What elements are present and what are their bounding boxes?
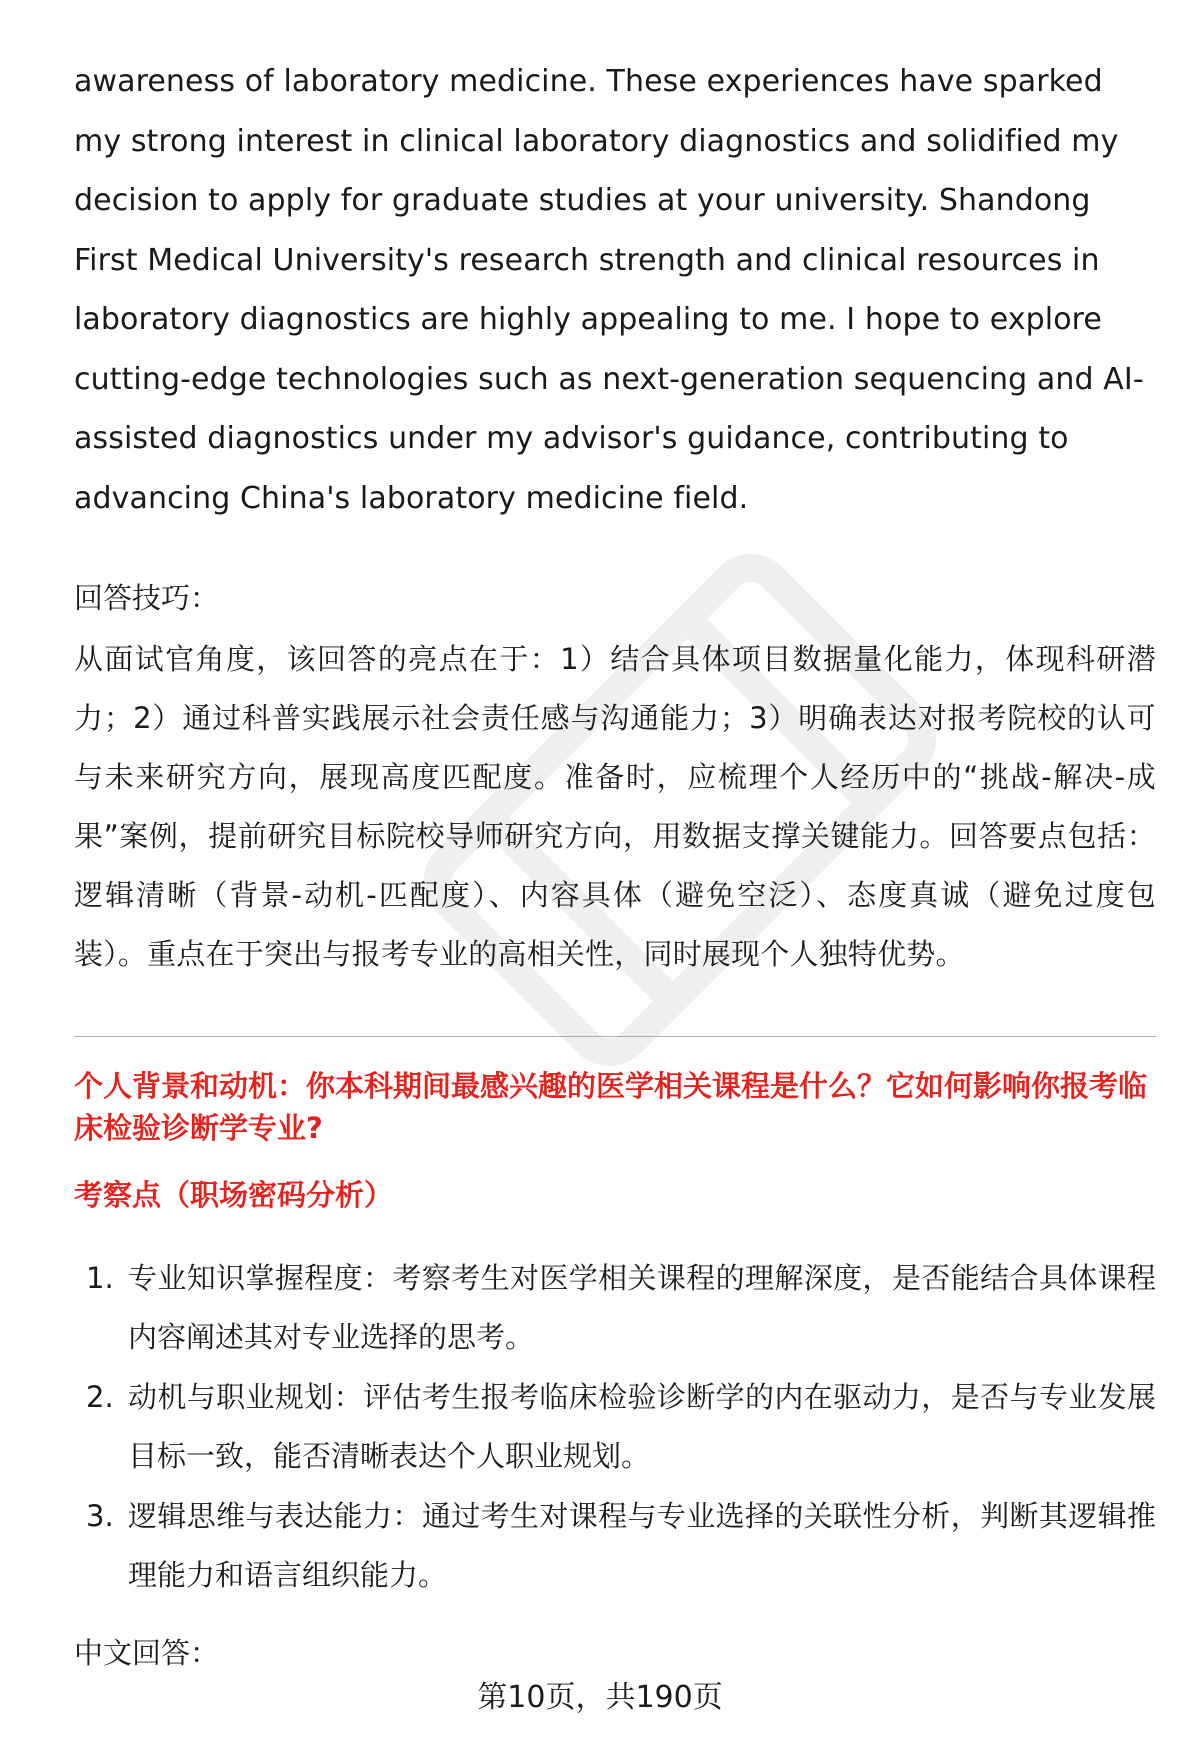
list-item-number: 2. [86,1380,114,1414]
list-item-number: 3. [86,1499,114,1533]
assessment-points-list [74,1249,1156,1605]
tips-label: 回答技巧： [74,581,220,615]
chinese-answer-label: 中文回答： [74,1636,220,1670]
assessment-heading: 考察点（职场密码分析） [74,1178,394,1212]
question-heading: 个人背景和动机：你本科期间最感兴趣的医学相关课程是什么？它如何影响你报考临床检验诊断学专业? [74,1069,1148,1145]
page-footer: 第10页，共190页 [477,1680,723,1715]
english-paragraph: awareness of laboratory medicine. These experiences have sparked my strong interest in clinical laboratory diagnostics and solidified my decision to apply for graduate studies at your university. Shandong First Medical University's research strength and clinical resources in laboratory diagnostics are highly appealing to me. I hope to explore cutting-edge technologies such as next-generation sequencing and AI-assisted diagnostics under my advisor's guidance, contributing to advancing China's laboratory medicine field. [74,64,1144,516]
section-divider [74,1036,1156,1037]
list-item [74,1249,1156,1367]
list-item-number: 1. [86,1261,114,1295]
list-item-text: 逻辑思维与表达能力：通过考生对课程与专业选择的关联性分析，判断其逻辑推理能力和语言组织能力。 [128,1499,1156,1592]
tips-paragraph: 从面试官角度，该回答的亮点在于：1）结合具体项目数据量化能力，体现科研潜力；2）通过科普实践展示社会责任感与沟通能力；3）明确表达对报考院校的认可与未来研究方向，展现高度匹配度。准备时，应梳理个人经历中的“挑战-解决-成果”案例，提前研究目标院校导师研究方向，用数据支撑关键能力。回答要点包括：逻辑清晰（背景-动机-匹配度）、内容具体（避免空泛）、态度真诚（避免过度包装）。重点在于突出与报考专业的高相关性，同时展现个人独特优势。 [74,642,1156,971]
document-page [74,52,1156,1673]
list-item [74,1487,1156,1605]
list-item-text: 专业知识掌握程度：考察考生对医学相关课程的理解深度，是否能结合具体课程内容阐述其对专业选择的思考。 [128,1261,1156,1354]
list-item [74,1368,1156,1486]
list-item-text: 动机与职业规划：评估考生报考临床检验诊断学的内在驱动力，是否与专业发展目标一致，能否清晰表达个人职业规划。 [128,1380,1156,1473]
